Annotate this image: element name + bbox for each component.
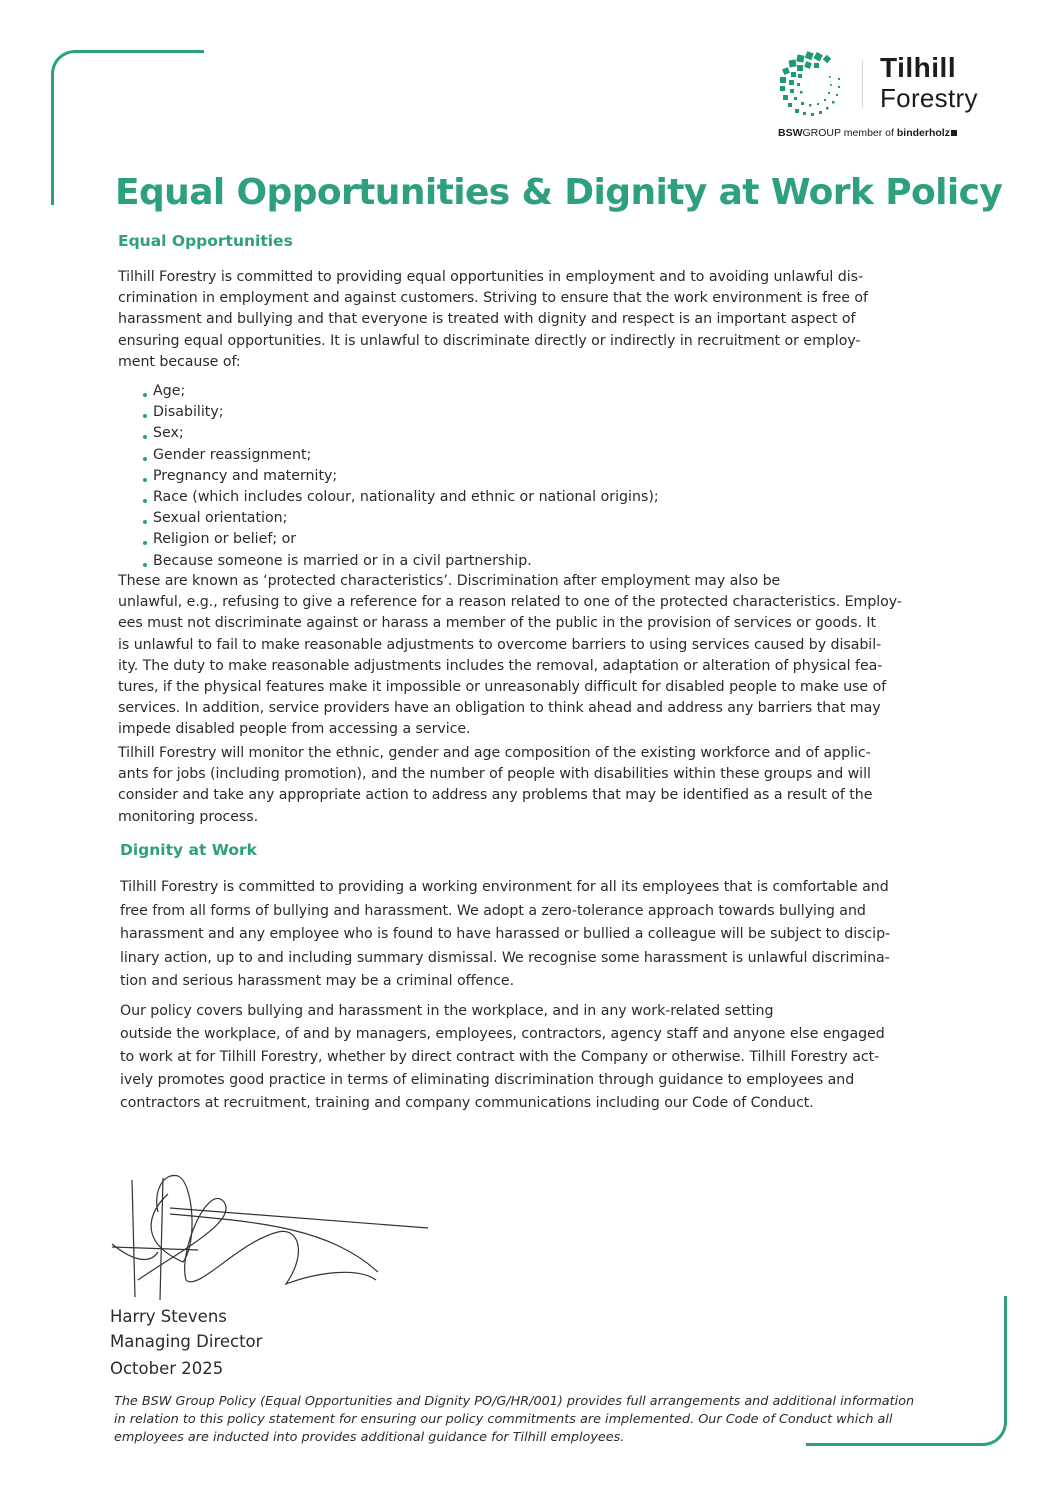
- text-line: Tilhill Forestry will monitor the ethnic, gender and age composition of the existing workforce and of applic-: [118, 745, 871, 761]
- text-line: contractors at recruitment, training and company communications including our Code of Conduct.: [120, 1095, 814, 1111]
- group-name-bold: BSW: [778, 127, 803, 139]
- text-line: ees must not discriminate against or harass a member of the public in the provision of services or goods. It: [118, 615, 877, 632]
- text-line: linary action, up to and including summary dismissal. We recognise some harassment is unlawful discrimina-: [120, 949, 890, 966]
- list-item-text: Because someone is married or in a civil partnership.: [153, 552, 532, 569]
- dignity-scope-paragraph: [120, 1000, 975, 1115]
- text-line: is unlawful to fail to make reasonable adjustments to overcome barriers to using services caused by disabil-: [118, 636, 882, 653]
- list-item-text: Pregnancy and maternity;: [153, 467, 338, 484]
- text-line: consider and take any appropriate action to address any problems that may be identified as a result of the: [118, 787, 873, 804]
- text-line: ively promotes good practice in terms of eliminating discrimination through guidance to employees and: [120, 1072, 855, 1088]
- policy-footnote: [114, 1393, 994, 1447]
- square-icon: [951, 130, 957, 136]
- text-line: to work at for Tilhill Forestry, whether by direct contract with the Company or otherwise. Tilhill Forestry act-: [120, 1049, 880, 1065]
- logo-name-line1: Tilhill: [880, 52, 957, 83]
- member-of-text: member of: [843, 127, 894, 139]
- company-logo: [776, 48, 1006, 144]
- signatory-name: Harry Stevens: [110, 1307, 227, 1326]
- logo-mark-icon: [778, 50, 848, 120]
- text-line: ity. The duty to make reasonable adjustments includes the removal, adaptation or alteration of physical fea-: [118, 657, 883, 674]
- group-name-regular: GROUP: [802, 127, 841, 139]
- list-item-text: Race (which includes colour, nationality and ethnic or national origins);: [153, 489, 659, 506]
- text-line: employees are inducted into provides additional guidance for Tilhill employees.: [114, 1430, 625, 1445]
- text-line: unlawful, e.g., refusing to give a reference for a reason related to one of the protected characteristics. Employ-: [118, 594, 902, 611]
- list-item-text: Sex;: [153, 425, 184, 442]
- signature-image: [108, 1172, 438, 1302]
- page-title: Equal Opportunities & Dignity at Work Policy: [115, 172, 1003, 213]
- text-line: services. In addition, service providers have an obligation to think ahead and address any barriers that may: [118, 700, 881, 717]
- list-item-text: Sexual orientation;: [153, 510, 288, 527]
- list-item: [142, 466, 659, 487]
- text-line: ensuring equal opportunities. It is unlawful to discriminate directly or indirectly in recruitment or employ-: [118, 332, 861, 349]
- list-item-text: Disability;: [153, 404, 224, 421]
- bullet-icon: [143, 414, 147, 418]
- list-item-text: Religion or belief; or: [153, 531, 297, 548]
- bullet-icon: [143, 499, 147, 503]
- signatory-role: Managing Director: [110, 1332, 263, 1351]
- list-item-text: Age;: [153, 383, 186, 399]
- bullet-icon: [143, 393, 147, 397]
- text-line: tion and serious harassment may be a criminal offence.: [120, 973, 515, 989]
- intro-paragraph: [118, 267, 973, 373]
- bullet-icon: [143, 520, 147, 524]
- parent-company: binderholz: [896, 127, 950, 139]
- bullet-icon: [143, 541, 147, 545]
- text-line: crimination in employment and against customers. Striving to ensure that the work environment is free of: [118, 290, 868, 307]
- text-line: The BSW Group Policy (Equal Opportunities and Dignity PO/G/HR/001) provides full arrangements and additional information: [114, 1394, 915, 1409]
- text-line: tures, if the physical features make it impossible or unreasonably difficult for disabled people to make use of: [118, 679, 887, 696]
- bullet-icon: [143, 457, 147, 461]
- text-line: in relation to this policy statement for ensuring our policy commitments are implemented. Our Code of Conduct which all: [114, 1412, 893, 1427]
- list-item: [142, 551, 659, 572]
- logo-divider: [862, 60, 863, 108]
- list-item: [142, 445, 659, 466]
- list-item-text: Gender reassignment;: [153, 446, 312, 463]
- list-item: [142, 487, 659, 508]
- monitoring-paragraph: [118, 743, 973, 828]
- text-line: impede disabled people from accessing a service.: [118, 721, 471, 738]
- text-line: Our policy covers bullying and harassment in the workplace, and in any work-related setting: [120, 1003, 774, 1019]
- text-line: These are known as ‘protected characteristics’. Discrimination after employment may also be: [118, 573, 781, 589]
- dignity-commitment-paragraph: [120, 876, 975, 994]
- signatory-date: October 2025: [110, 1359, 224, 1378]
- text-line: ment because of:: [118, 353, 241, 370]
- text-line: ants for jobs (including promotion), and the number of people with disabilities within these groups and will: [118, 766, 871, 783]
- logo-name-line2: Forestry: [880, 83, 978, 113]
- text-line: harassment and bullying and that everyone is treated with dignity and respect is an important aspect of: [118, 311, 856, 328]
- protected-characteristics-paragraph: [118, 571, 973, 741]
- list-item: [142, 423, 659, 444]
- bullet-icon: [143, 563, 147, 567]
- protected-characteristics-list: [142, 381, 659, 572]
- list-item: [142, 402, 659, 423]
- list-item: [142, 381, 659, 402]
- text-line: free from all forms of bullying and harassment. We adopt a zero-tolerance approach towards bullying and: [120, 902, 866, 919]
- text-line: monitoring process.: [118, 808, 259, 825]
- bullet-icon: [143, 435, 147, 439]
- bullet-icon: [143, 478, 147, 482]
- list-item: [142, 529, 659, 550]
- text-line: Tilhill Forestry is committed to providing a working environment for all its employees that is comfortable and: [120, 879, 889, 895]
- logo-group-line: [778, 127, 957, 139]
- text-line: Tilhill Forestry is committed to providing equal opportunities in employment and to avoiding unlawful dis-: [118, 269, 864, 285]
- text-line: outside the workplace, of and by managers, employees, contractors, agency staff and anyone else engaged: [120, 1026, 885, 1042]
- section-heading-dignity-at-work: Dignity at Work: [120, 841, 257, 859]
- text-line: harassment and any employee who is found to have harassed or bullied a colleague will be subject to discip-: [120, 926, 891, 942]
- list-item: [142, 508, 659, 529]
- section-heading-equal-opportunities: Equal Opportunities: [118, 232, 293, 250]
